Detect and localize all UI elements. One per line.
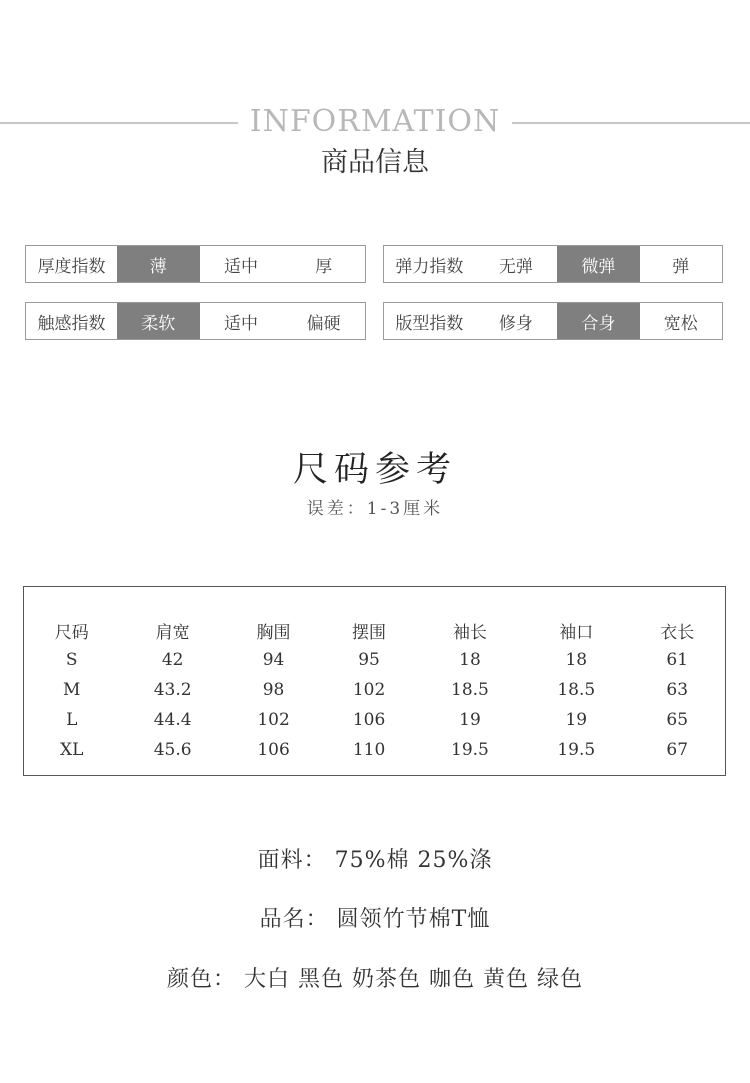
index-option: 厚	[315, 256, 333, 277]
product-name-info: 品名： 圆领竹节棉T恤	[259, 907, 491, 932]
index-option: 修身	[498, 313, 533, 334]
index-thickness	[25, 245, 366, 283]
index-option: 适中	[223, 313, 258, 334]
table-header: 肩宽	[155, 622, 190, 643]
table-cell: 19.5	[557, 740, 596, 760]
table-cell: S	[65, 650, 78, 670]
table-cell: 98	[262, 680, 285, 700]
index-touch	[25, 302, 366, 340]
size-table	[23, 586, 726, 776]
index-option: 微弹	[557, 246, 639, 282]
table-cell: 18.5	[557, 680, 596, 700]
index-option: 无弹	[498, 256, 533, 277]
table-cell: 67	[666, 740, 689, 760]
table-cell: XL	[60, 740, 84, 760]
table-cell: 106	[257, 740, 290, 760]
table-row	[24, 645, 725, 675]
table-header: 衣长	[660, 622, 695, 643]
table-row	[24, 705, 725, 735]
header-title-en: INFORMATION	[249, 104, 501, 139]
table-header: 袖长	[452, 622, 487, 643]
index-label: 弹力指数	[395, 256, 464, 277]
table-cell: 44.4	[153, 710, 192, 730]
table-cell: 95	[358, 650, 380, 670]
size-tolerance-note: 误差：1-3厘米	[306, 499, 444, 519]
table-cell: 45.6	[153, 740, 192, 760]
table-cell: 19	[459, 710, 481, 730]
table-row	[24, 735, 725, 765]
table-cell: 19.5	[451, 740, 489, 760]
index-option: 适中	[223, 256, 258, 277]
table-cell: 110	[352, 740, 386, 760]
table-cell: 19	[565, 710, 588, 730]
table-header: 胸围	[256, 622, 291, 643]
index-elasticity	[383, 245, 723, 283]
index-option: 合身	[557, 303, 639, 339]
index-option: 弹	[672, 256, 690, 277]
table-header: 摆围	[352, 622, 387, 643]
table-cell: 106	[352, 710, 386, 730]
table-header-row	[24, 615, 725, 645]
table-cell: 102	[352, 680, 386, 700]
table-cell: 102	[257, 710, 290, 730]
index-label: 版型指数	[395, 313, 464, 334]
header-title-cn: 商品信息	[321, 147, 429, 178]
table-cell: 18	[565, 650, 588, 670]
fabric-info: 面料： 75%棉 25%涤	[257, 848, 493, 873]
table-cell: 43.2	[153, 680, 192, 700]
table-cell: M	[63, 680, 81, 700]
index-label: 触感指数	[37, 313, 106, 334]
index-fit	[383, 302, 723, 340]
table-cell: 18.5	[451, 680, 489, 700]
table-cell: 65	[666, 710, 689, 730]
index-option: 柔软	[117, 303, 200, 339]
index-label: 厚度指数	[37, 256, 106, 277]
index-option: 薄	[117, 246, 200, 282]
color-info: 颜色： 大白 黑色 奶茶色 咖色 黄色 绿色	[167, 967, 583, 992]
table-header: 袖口	[559, 622, 594, 643]
table-cell: L	[66, 710, 78, 730]
table-row	[24, 675, 725, 705]
index-option: 宽松	[663, 313, 698, 334]
table-cell: 61	[666, 650, 689, 670]
size-section-title: 尺码参考	[292, 450, 457, 490]
index-option: 偏硬	[306, 313, 341, 334]
table-cell: 63	[666, 680, 689, 700]
table-cell: 42	[161, 650, 184, 670]
table-cell: 18	[459, 650, 481, 670]
table-cell: 94	[262, 650, 285, 670]
table-header: 尺码	[54, 622, 89, 643]
